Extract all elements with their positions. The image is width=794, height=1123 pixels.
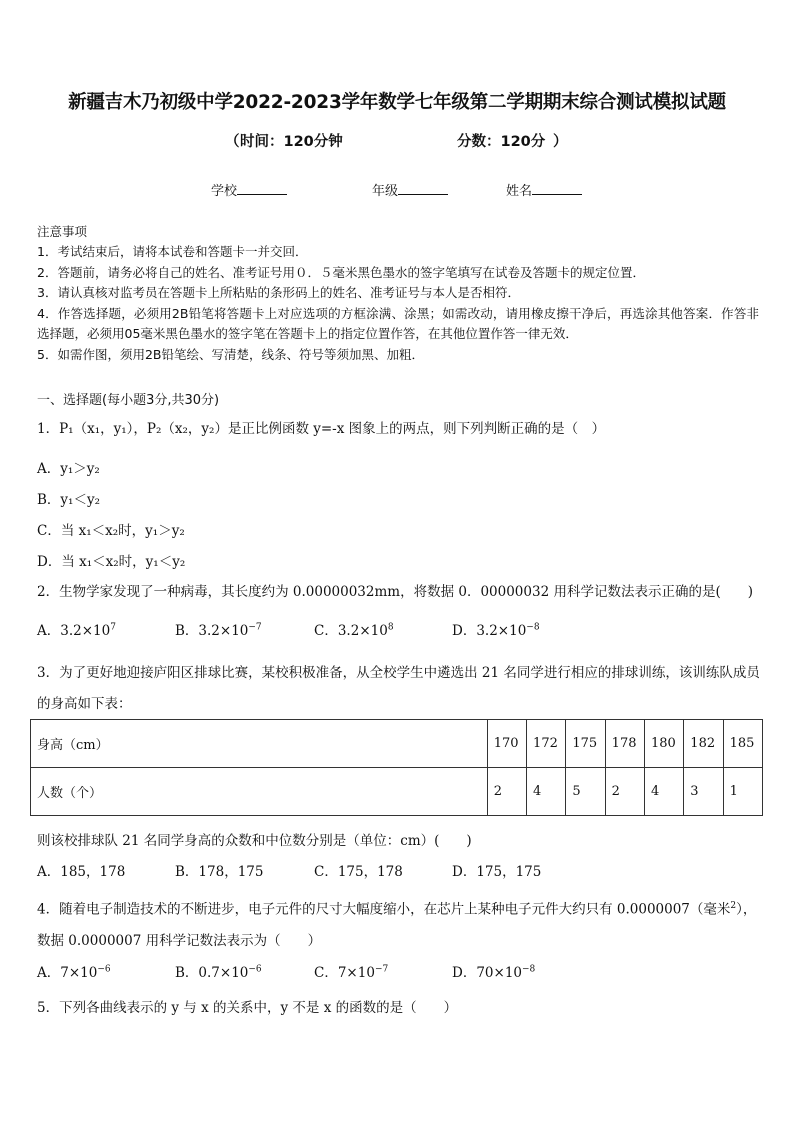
table-cell: 182 <box>684 720 723 768</box>
notice-item: 4．作答选择题，必须用2B铅笔将答题卡上对应选项的方框涂满、涂黑；如需改动，请用橡皮擦干净后，再选涂其他答案．作答非选择题，必须用05毫米黑色墨水的签字笔在答题卡上的指定位置作答，在其他位置作答一律无效． <box>37 305 759 341</box>
q3-option-d[interactable]: D．175，175 <box>452 864 542 880</box>
question-1-stem: 1．P₁（x₁，y₁），P₂（x₂，y₂）是正比例函数 y=-x 图象上的两点，则下列判断正确的是（ ） <box>37 421 606 437</box>
grade-blank[interactable] <box>398 182 448 195</box>
exam-time: 时间：120分钟 <box>240 134 343 150</box>
q4-option-c[interactable]: C．$7\times 10^{-7}$ <box>314 964 389 981</box>
table-cell-label: 身高（cm） <box>31 720 488 768</box>
q1-option-b[interactable]: B．y₁＜y₂ <box>37 492 100 508</box>
name-blank[interactable] <box>532 182 582 195</box>
notice-title: 注意事项 <box>37 224 88 239</box>
table-cell: 1 <box>723 768 762 816</box>
q2-option-b[interactable]: B．$3.2\times 10^{-7}$ <box>175 622 262 639</box>
height-table <box>30 719 763 816</box>
section-heading: 一、选择题(每小题3分,共30分) <box>37 393 220 408</box>
table-row <box>31 720 763 768</box>
q4-option-a[interactable]: A．$7\times 10^{-6}$ <box>37 964 111 981</box>
name-label: 姓名 <box>506 184 533 199</box>
table-cell: 5 <box>566 768 605 816</box>
notice-item: 1．考试结束后，请将本试卷和答题卡一并交回． <box>37 244 308 259</box>
question-5-stem: 5．下列各曲线表示的 y 与 x 的关系中，y 不是 x 的函数的是（ ） <box>37 1000 458 1016</box>
notice-item: 2．答题前，请务必将自己的姓名、准考证号用０．５毫米黑色墨水的签字笔填写在试卷及答题卡的规定位置． <box>37 264 645 280</box>
school-field <box>211 180 287 199</box>
question-3-question: 则该校排球队 21 名同学身高的众数和中位数分别是（单位：cm）( ) <box>37 833 472 849</box>
exam-score: 分数：120分 <box>457 134 546 150</box>
name-field <box>506 180 582 199</box>
q2-option-c[interactable]: C．$3.2\times 10^8$ <box>314 622 394 639</box>
question-2-stem: 2．生物学家发现了一种病毒，其长度约为 0.00000032mm，将数据 0．00000032 用科学记数法表示正确的是( ) <box>37 584 753 600</box>
table-cell: 2 <box>487 768 526 816</box>
exam-title: 新疆吉木乃初级中学2022-2023学年数学七年级第二学期期末综合测试模拟试题 <box>68 92 726 113</box>
table-cell: 175 <box>566 720 605 768</box>
notice-item: 3．请认真核对监考员在答题卡上所粘贴的条形码上的姓名、准考证号与本人是否相符． <box>37 285 520 300</box>
question-3-stem: 3．为了更好地迎接庐阳区排球比赛，某校积极准备，从全校学生中遴选出 21 名同学进行相应的排球训练，该训练队成员的身高如下表： <box>37 665 760 712</box>
table-cell: 178 <box>605 720 644 768</box>
table-cell: 185 <box>723 720 762 768</box>
table-cell: 3 <box>684 768 723 816</box>
q1-option-a[interactable]: A．y₁＞y₂ <box>37 461 100 477</box>
table-cell: 170 <box>487 720 526 768</box>
school-blank[interactable] <box>237 182 287 195</box>
q2-option-a[interactable]: A．$3.2\times 10^7$ <box>37 622 116 639</box>
notice-item: 5．如需作图，须用2B铅笔绘、写清楚，线条、符号等须加黑、加粗． <box>37 346 424 362</box>
table-cell-label: 人数（个） <box>31 768 488 816</box>
q3-option-a[interactable]: A．185，178 <box>37 864 126 880</box>
grade-label: 年级 <box>372 184 399 199</box>
grade-field <box>372 180 448 199</box>
exam-subtitle <box>0 130 794 150</box>
table-cell: 180 <box>644 720 683 768</box>
subtitle-close-paren: ） <box>553 134 568 150</box>
table-cell: 2 <box>605 768 644 816</box>
table-cell: 4 <box>527 768 566 816</box>
q3-option-b[interactable]: B．178，175 <box>175 864 264 880</box>
table-row <box>31 768 763 816</box>
notice-list <box>37 242 759 365</box>
q3-option-c[interactable]: C．175，178 <box>314 864 403 880</box>
table-cell: 172 <box>527 720 566 768</box>
subtitle-open-paren: （ <box>225 134 240 150</box>
question-4-stem: 4．随着电子制造技术的不断进步，电子元件的尺寸大幅度缩小，在芯片上某种电子元件大约只有 0.0000007（毫米$^2$），数据 0.0000007 用科学记数法表示为（ ） <box>37 901 757 949</box>
q4-option-d[interactable]: D．$70\times 10^{-8}$ <box>452 964 536 981</box>
q1-option-d[interactable]: D．当 x₁＜x₂时，y₁＜y₂ <box>37 554 186 570</box>
q2-option-d[interactable]: D．$3.2\times 10^{-8}$ <box>452 622 540 639</box>
q1-option-c[interactable]: C．当 x₁＜x₂时，y₁＞y₂ <box>37 523 185 539</box>
school-label: 学校 <box>211 184 238 199</box>
table-cell: 4 <box>644 768 683 816</box>
q4-option-b[interactable]: B．$0.7\times 10^{-6}$ <box>175 964 262 981</box>
